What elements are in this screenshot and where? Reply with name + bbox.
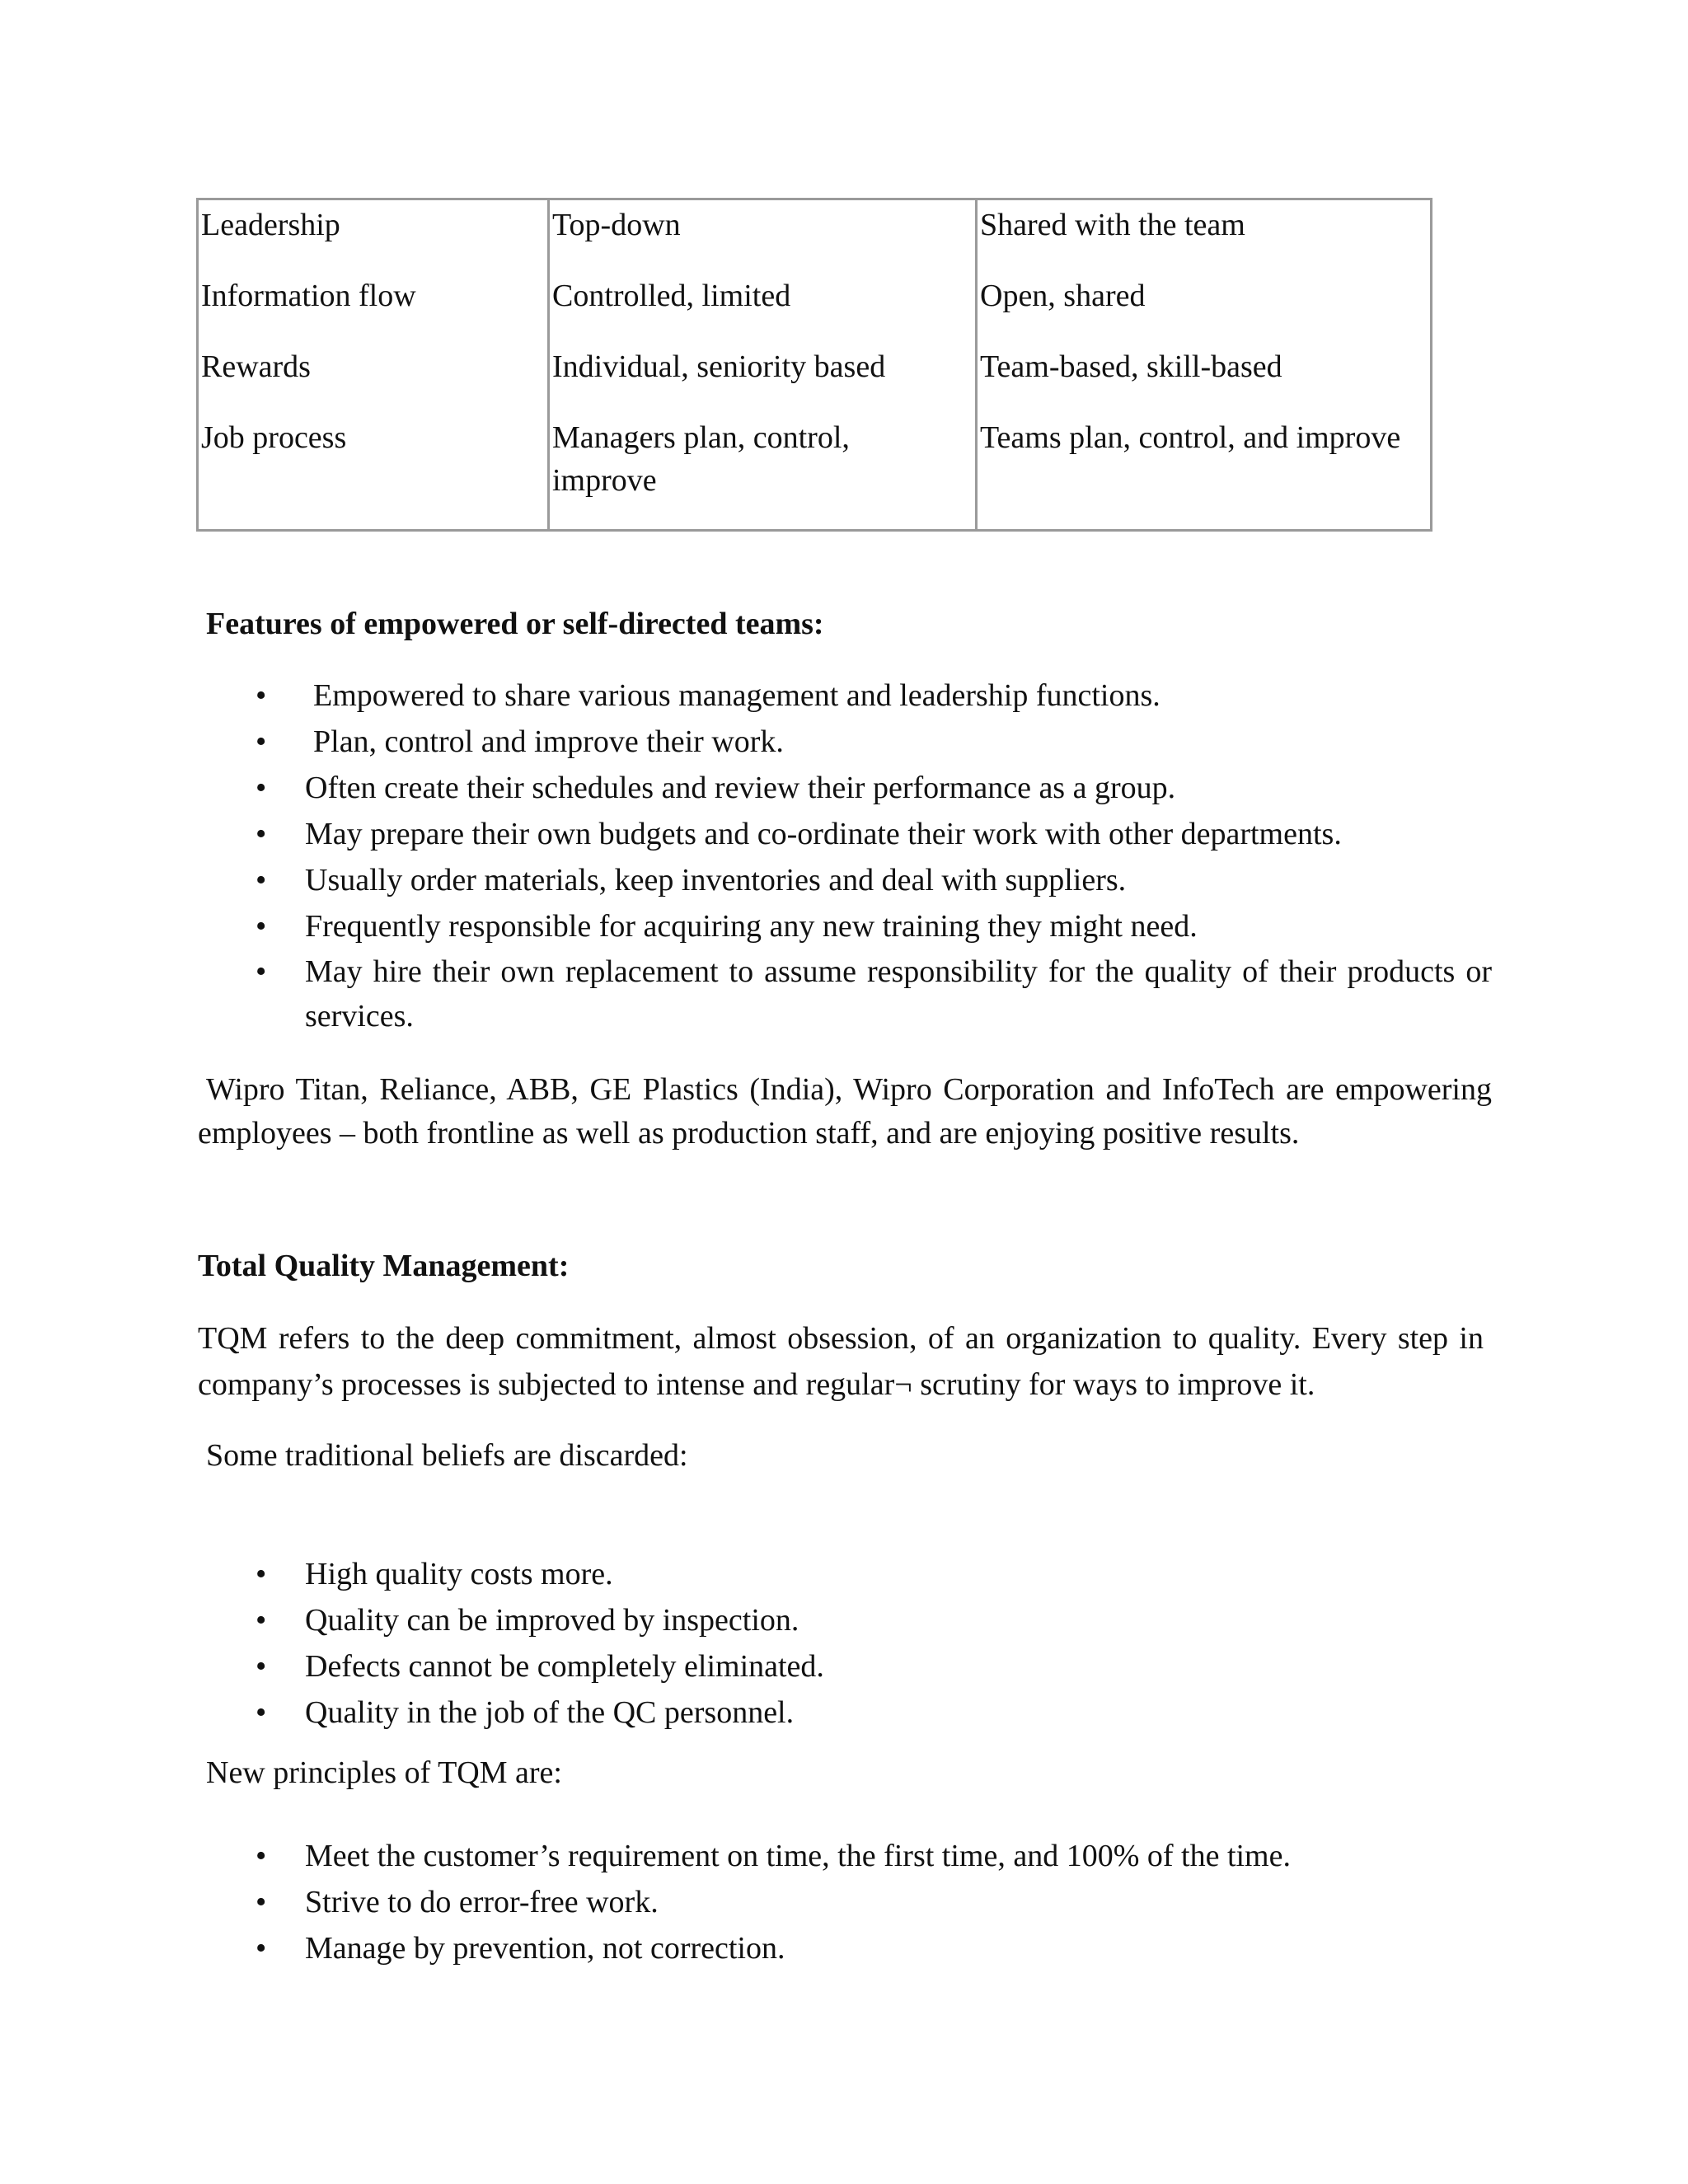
- comparison-table: [196, 198, 1432, 532]
- list-item: • Quality in the job of the QC personnel.: [305, 1690, 1459, 1736]
- table-cell: Teams plan, control, and improve: [980, 420, 1401, 455]
- bullet-icon: •: [256, 678, 267, 713]
- table-cell: Top-down: [552, 208, 681, 242]
- table-cell: Rewards: [201, 349, 311, 384]
- bullet-icon: •: [256, 1839, 267, 1873]
- list-item: • May prepare their own budgets and co-ordinate their work with other departments.: [305, 811, 1492, 857]
- list-item: • Frequently responsible for acquiring any new training they might need.: [305, 903, 1492, 949]
- companies-paragraph: Wipro Titan, Reliance, ABB, GE Plastics (India), Wipro Corporation and InfoTech are empowering employees – both frontline as well as production staff, and are enjoying positive results.: [198, 1072, 1492, 1151]
- bullet-icon: •: [256, 954, 267, 989]
- list-item: • Manage by prevention, not correction.: [305, 1925, 1459, 1971]
- table-column-2: [550, 200, 978, 529]
- list-item: • Defects cannot be completely eliminated.: [305, 1643, 1459, 1690]
- tqm-heading: Total Quality Management:: [198, 1249, 570, 1283]
- table-cell: Job process: [201, 420, 347, 455]
- table-cell: Managers plan, control, improve: [552, 420, 850, 498]
- list-item: • Usually order materials, keep inventories and deal with suppliers.: [305, 857, 1492, 903]
- table-column-1: [199, 200, 550, 529]
- tqm-paragraph: TQM refers to the deep commitment, almost obsession, of an organization to quality. Every step in company’s processes is subjected to intense and regular¬ scrutiny for ways to improve it.: [198, 1321, 1484, 1402]
- list-item: • High quality costs more.: [305, 1551, 1459, 1597]
- bullet-icon: •: [256, 1603, 267, 1638]
- bullet-icon: •: [256, 909, 267, 944]
- bullet-icon: •: [256, 1885, 267, 1919]
- bullet-icon: •: [256, 1931, 267, 1966]
- bullet-icon: •: [256, 724, 267, 759]
- table-cell: Leadership: [201, 208, 340, 242]
- table-cell: Individual, seniority based: [552, 349, 886, 384]
- list-item: • Strive to do error-free work.: [305, 1879, 1459, 1925]
- bullet-icon: •: [256, 1695, 267, 1730]
- list-item: • Often create their schedules and review their performance as a group.: [305, 765, 1492, 811]
- bullet-icon: •: [256, 771, 267, 805]
- bullet-icon: •: [256, 1557, 267, 1591]
- table-cell: Open, shared: [980, 279, 1146, 313]
- table-cell: Team-based, skill-based: [980, 349, 1282, 384]
- principles-intro: New principles of TQM are:: [206, 1755, 562, 1790]
- list-item: • Plan, control and improve their work.: [305, 719, 1492, 765]
- table-cell: Controlled, limited: [552, 279, 791, 313]
- discarded-list: [256, 1551, 1459, 1736]
- table-cell: Shared with the team: [980, 208, 1245, 242]
- list-item: • May hire their own replacement to assume responsibility for the quality of their products or services.: [305, 949, 1492, 1038]
- list-item: • Quality can be improved by inspection.: [305, 1597, 1459, 1643]
- list-item: • Empowered to share various management and leadership functions.: [305, 673, 1492, 719]
- discarded-intro: Some traditional beliefs are discarded:: [206, 1438, 688, 1473]
- features-heading: Features of empowered or self-directed teams:: [206, 607, 824, 641]
- list-item: • Meet the customer’s requirement on time, the first time, and 100% of the time.: [305, 1833, 1459, 1879]
- principles-list: [256, 1833, 1459, 1971]
- bullet-icon: •: [256, 1649, 267, 1684]
- table-column-3: [978, 200, 1430, 529]
- bullet-icon: •: [256, 817, 267, 851]
- features-list: [256, 673, 1492, 1038]
- table-cell: Information flow: [201, 279, 416, 313]
- bullet-icon: •: [256, 863, 267, 898]
